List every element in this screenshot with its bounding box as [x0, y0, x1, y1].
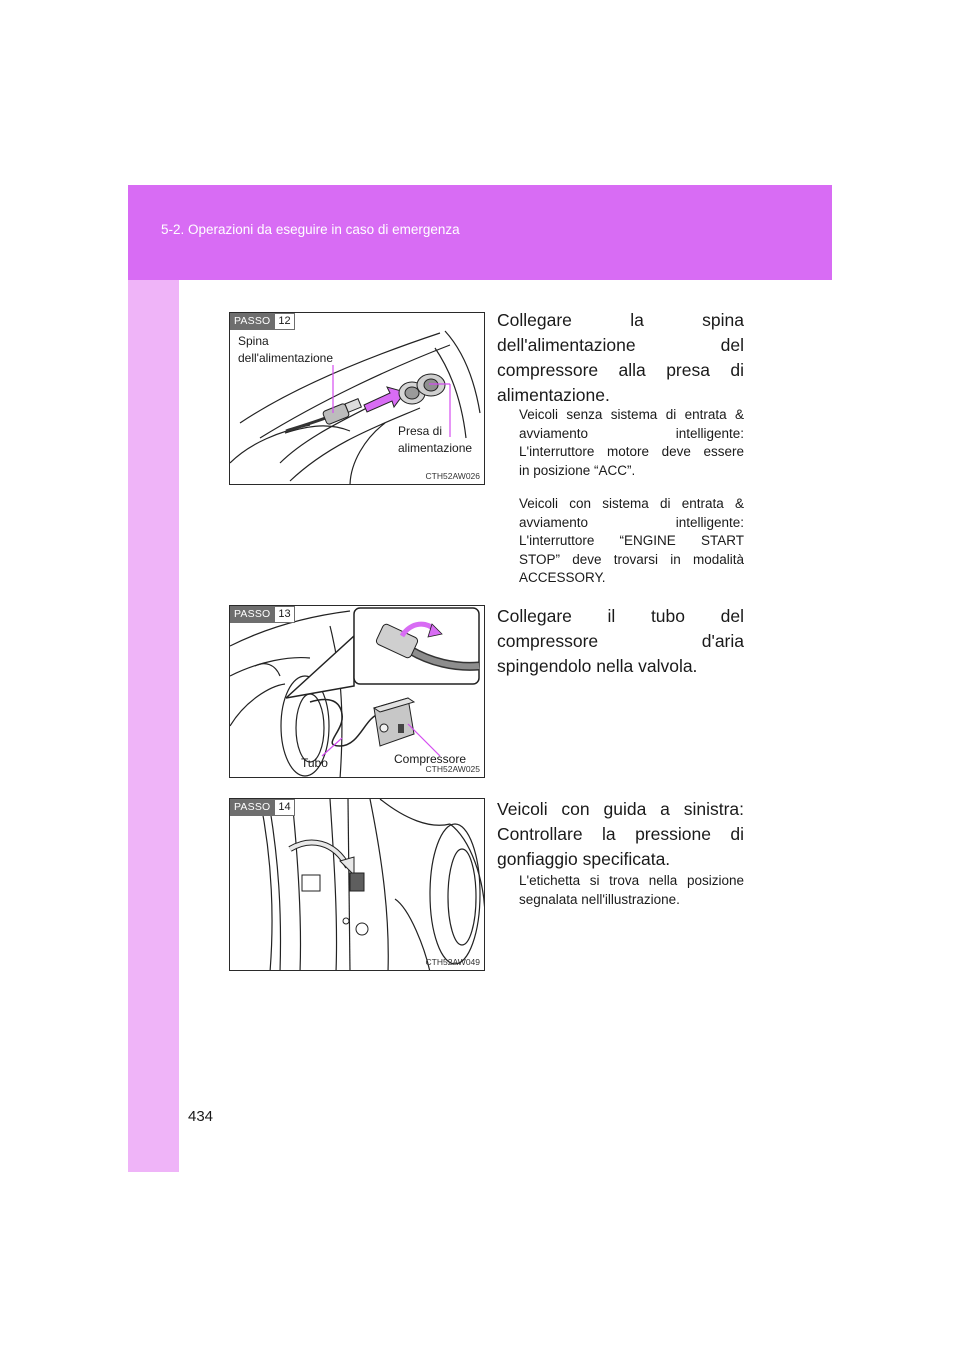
instruction-step-14: Veicoli con guida a sinistra: Controllare la pressione di gonfiaggio specificata. — [497, 799, 744, 869]
step-badge-number: 13 — [274, 606, 294, 623]
step-badge-number: 12 — [274, 313, 294, 330]
note-label-location — [519, 872, 744, 909]
callout-plug-line1: Spina — [238, 334, 269, 348]
side-strip — [128, 280, 179, 1172]
callout-compressor: Compressore — [394, 752, 467, 766]
note-line: STOP” deve trovarsi in modalità — [519, 551, 744, 567]
step-badge-number: 14 — [274, 799, 294, 816]
callout-socket-line2: alimentazione — [398, 441, 473, 455]
note-line: avviamento intelligente: — [519, 425, 744, 441]
note-line: segnalata nell'illustrazione. — [519, 891, 680, 907]
section-title: 5-2. Operazioni da eseguire in caso di emergenza — [161, 222, 460, 237]
callout-socket — [398, 423, 472, 457]
note-line: Veicoli con sistema di entrata & — [519, 496, 744, 511]
note-line: L'etichetta si trova nella posizione — [519, 873, 744, 888]
note-line: avviamento intelligente: — [519, 514, 744, 530]
note-line: in posizione “ACC”. — [519, 462, 636, 478]
note-line: Veicoli senza sistema di entrata & — [519, 407, 744, 422]
note-line: L'interruttore “ENGINE START — [519, 533, 744, 548]
illustration-door-pillar-label — [230, 799, 485, 971]
figure-code: CTH52AW026 — [425, 471, 480, 481]
instruction-step-13: Collegare il tubo del compressore d'aria spingendolo nella valvola. — [497, 606, 744, 676]
figure-step-14 — [229, 798, 485, 971]
step-badge — [230, 313, 295, 330]
callout-socket-line1: Presa di — [398, 424, 443, 438]
note-line: ACCESSORY. — [519, 570, 606, 585]
step-badge — [230, 799, 295, 816]
step-badge-word: PASSO — [230, 313, 274, 330]
instruction-step-12: Collegare la spina dell'alimentazione del compressore alla presa di alimentazione. — [497, 310, 744, 405]
figure-step-13 — [229, 605, 485, 778]
step-badge-word: PASSO — [230, 606, 274, 623]
callout-hose: Tubo — [301, 756, 328, 770]
figure-step-12 — [229, 312, 485, 485]
note-with-smart-entry — [519, 495, 744, 588]
note-without-smart-entry — [519, 406, 744, 480]
figure-code: CTH52AW049 — [425, 957, 480, 967]
step-badge — [230, 606, 295, 623]
callout-plug — [238, 333, 333, 367]
note-line: L'interruttore motore deve essere — [519, 444, 744, 459]
callout-plug-line2: dell'alimentazione — [238, 351, 334, 365]
figure-code: CTH52AW025 — [425, 764, 480, 774]
page-number: 434 — [188, 1108, 214, 1125]
step-badge-word: PASSO — [230, 799, 274, 816]
